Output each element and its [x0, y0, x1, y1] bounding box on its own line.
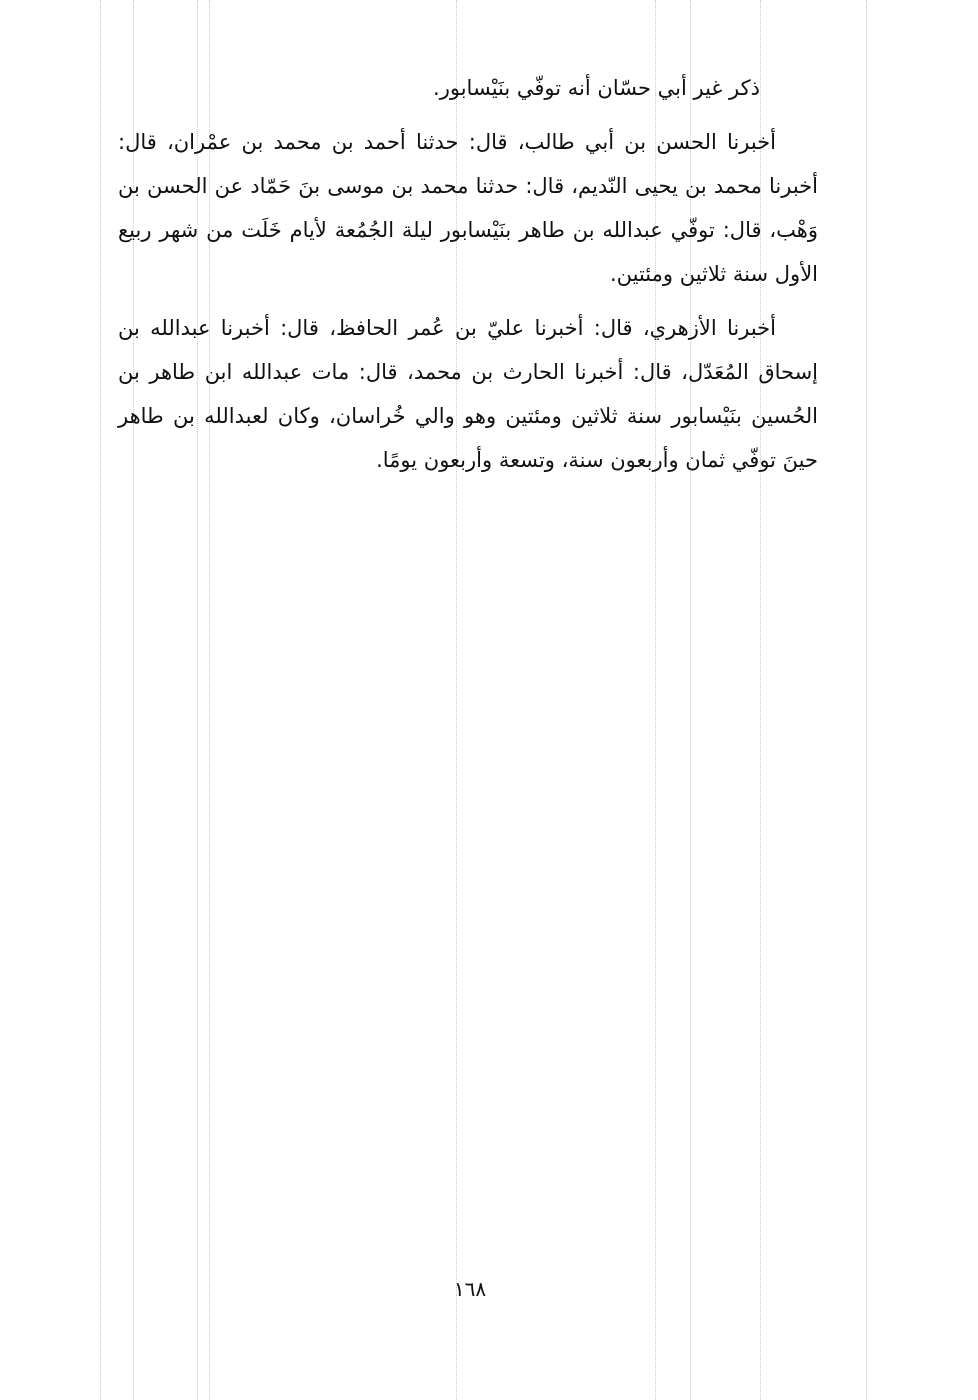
- paragraph: أخبرنا الأزهري، قال: أخبرنا عليّ بن عُمر الحافظ، قال: أخبرنا عبدالله بن إسحاق المُعَدّل، قال: أخبرنا الحارث بن محمد، قال: مات عبدالله ابن طاهر بن الحُسين بنَيْسابور سنة ثلاثين ومئتين وهو والي خُراسان، وكان لعبدالله بن طاهر حينَ توفّي ثمان وأربعون سنة، وتسعة وأربعون يومًا.: [118, 316, 818, 472]
- scan-artifact-line: [866, 0, 867, 1400]
- paragraph: ذكر غير أبي حسّان أنه توفّي بنَيْسابور.: [433, 76, 760, 100]
- paragraph: أخبرنا الحسن بن أبي طالب، قال: حدثنا أحمد بن محمد بن عمْران، قال: أخبرنا محمد بن يحيى النّديم، قال: حدثنا محمد بن موسى بنَ حَمّاد عن الحسن بن وَهْب، قال: توفّي عبدالله بن طاهر بنَيْسابور ليلة الجُمُعة لأيام خَلَت من شهر ربيع الأول سنة ثلاثين ومئتين.: [118, 130, 818, 286]
- scan-artifact-line: [100, 0, 101, 1400]
- page-number: ١٦٨: [453, 1277, 487, 1301]
- body-text: [118, 66, 818, 492]
